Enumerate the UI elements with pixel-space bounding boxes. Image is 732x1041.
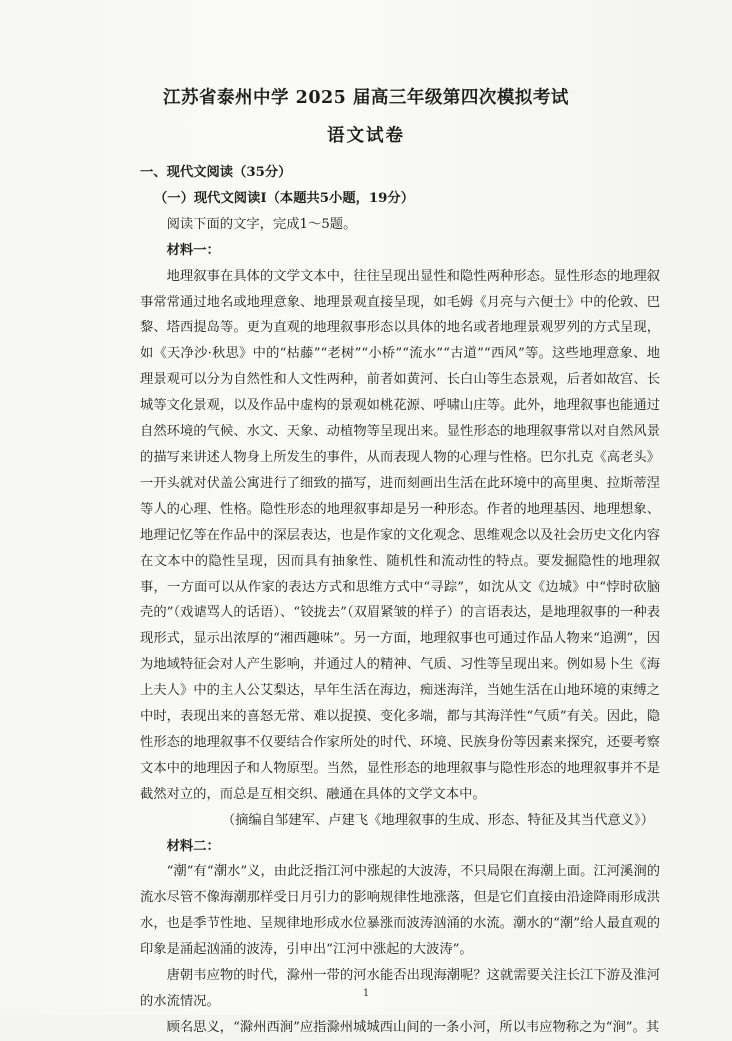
subsection-heading: （一）现代文阅读Ⅰ（本题共5小题，19分） [154, 190, 415, 206]
material-one-paragraph: 地理叙事在具体的文学文本中，往往呈现出显性和隐性两种形态。显性形态的地理叙事常常通过地名或地理意象、地理景观直接呈现，如毛姆《月亮与六便士》中的伦敦、巴黎、塔西提岛等。更为直观的地理叙事形态以具体的地名或者地理景观罗列的方式呈现，如《天净沙·秋思》中的“枯藤”“老树”“小桥”“流水”“古道”“西风”等。这些地理意象、地理景观可以分为自然性和人文性两种，前者如黄河、长白山等生态景观，后者如故宫、长城等文化景观，以及作品中虚构的景观如桃花源、呼啸山庄等。此外，地理叙事也能通过自然环境的气候、水文、天象、动植物等呈现出来。显性形态的地理叙事常以对自然风景的描写来讲述人物身上所发生的事件，从而表现人物的心理与性格。巴尔扎克《高老头》一开头就对伏盖公寓进行了细致的描写，进而刻画出生活在此环境中的高里奥、拉斯蒂涅等人的心理、性格。隐性形态的地理叙事却是另一种形态。作者的地理基因、地理想象、地理记忆等在作品中的深层表达，也是作家的文化观念、思维观念以及社会历史文化内容在文本中的隐性呈现，因而具有抽象性、随机性和流动性的特点。要发掘隐性的地理叙事，一方面可以从作家的表达方式和思维方式中“寻踪”，如沈从文《边城》中“悖时砍脑壳的”（戏谑骂人的话语）、“铰拢去”（双眉紧皱的样子）的言语表达，是地理叙事的一种表现形式，显示出浓厚的“湘西趣味”。另一方面，地理叙事也可通过作品人物来“追溯”，因为地域特征会对人产生影响，并通过人的精神、气质、习性等呈现出来。例如易卜生《海上夫人》中的主人公艾梨达，早年生活在海边，痴迷海洋，当她生活在山地环境的束缚之中时，表现出来的喜怒无常、难以捉摸、变化多端，都与其海洋性“气质”有关。因此，隐性形态的地理叙事不仅要结合作家所处的时代、环境、民族身份等因素来探究，还要考察文本中的地理因子和人物原型。当然，显性形态的地理叙事与隐性形态的地理叙事并不是截然对立的，而总是互相交织、融通在具体的文学文本中。 [140, 268, 660, 802]
exam-content [140, 160, 660, 1041]
material-two-paragraph-1: “潮”有“潮水”义，由此泛指江河中涨起的大波涛，不只局限在海潮上面。江河溪涧的流水尽管不像海潮那样受日月引力的影响规律性地涨落，但是它们直接由沿途降雨形成洪水，也是季节性地、呈规律地形成水位暴涨而波涛汹涌的水流。潮水的“潮”给人最直观的印象是涌起汹涌的波涛，引申出“江河中涨起的大波涛”。 [140, 864, 660, 958]
exam-subtitle: 语文试卷 [327, 126, 405, 146]
material-two-paragraph-2: 唐朝韦应物的时代，滁州一带的河水能否出现海潮呢？这就需要关注长江下游及淮河的水流情况。 [140, 968, 660, 1009]
material-two-paragraph-3: 顾名思义，“滁州西涧”应指滁州城城西山间的一条小河，所以韦应物称之为“涧”。其 [166, 1019, 660, 1035]
material-two-label: 材料二： [166, 838, 220, 854]
page-number: 1 [362, 988, 370, 999]
section-heading: 一、现代文阅读（35分） [140, 165, 292, 180]
material-one-label: 材料一： [166, 242, 220, 258]
reading-instruction: 阅读下面的文字，完成1～5题。 [166, 216, 357, 232]
material-one-source: （摘编自邹建军、卢建飞《地理叙事的生成、形态、特征及其当代意义》） [221, 812, 654, 828]
exam-title: 江苏省泰州中学 2025 届高三年级第四次模拟考试 [163, 88, 569, 108]
